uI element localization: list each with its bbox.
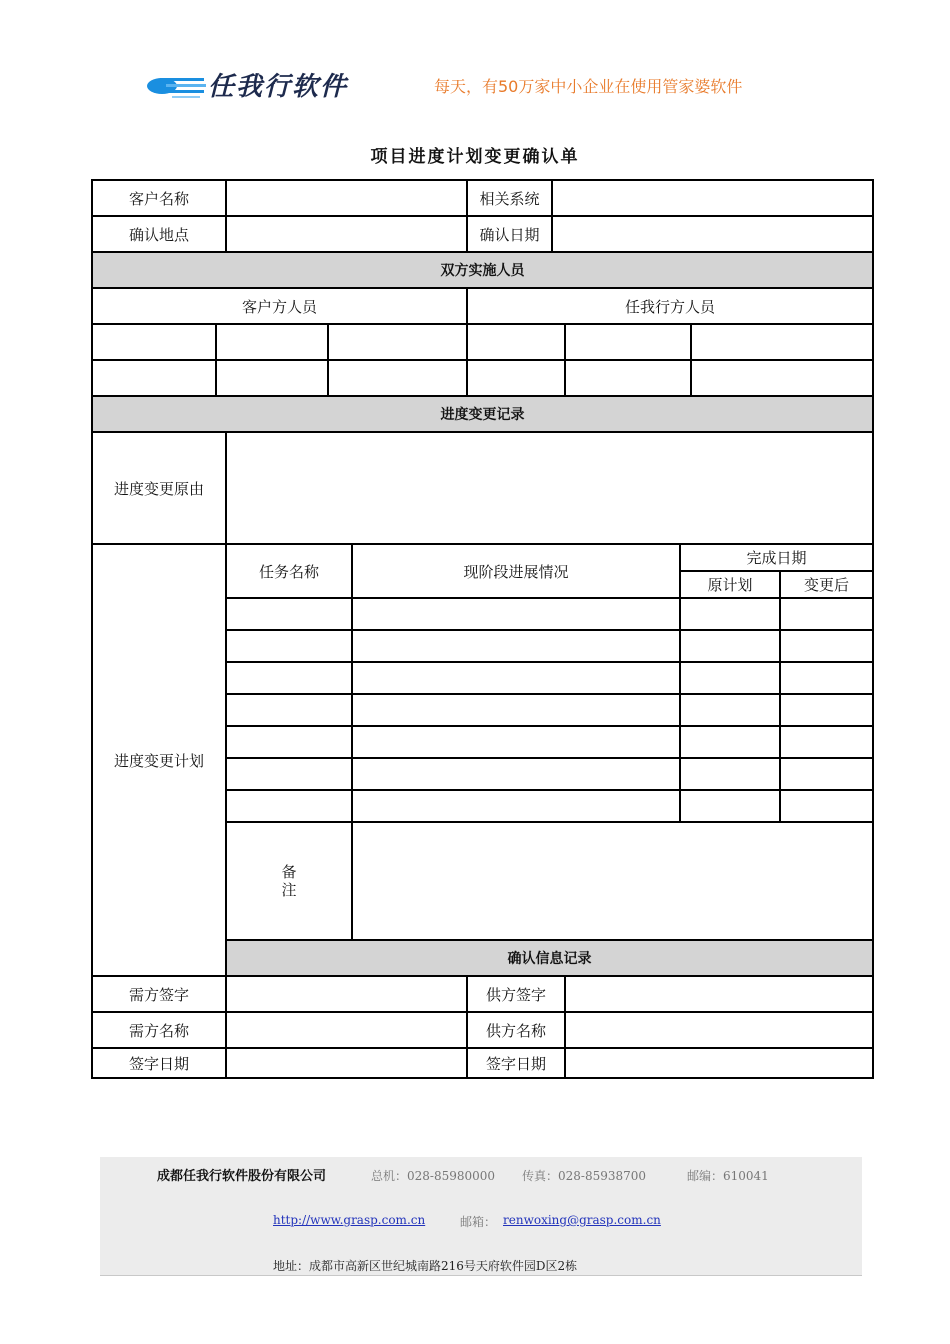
- brand-logo: [146, 66, 396, 104]
- progress-cell[interactable]: [352, 662, 680, 694]
- original-date-cell[interactable]: [680, 694, 780, 726]
- changed-date-cell[interactable]: [780, 790, 873, 822]
- original-date-cell[interactable]: [680, 630, 780, 662]
- footer-website-link[interactable]: http://www.grasp.com.cn: [273, 1213, 426, 1227]
- brand-name: 任我行软件: [208, 72, 349, 102]
- changed-date-cell[interactable]: [780, 694, 873, 726]
- supply-sign-date-field[interactable]: [565, 1048, 873, 1078]
- related-system-field[interactable]: [552, 180, 873, 216]
- supply-name-label: 供方名称: [467, 1012, 565, 1048]
- progress-cell[interactable]: [352, 726, 680, 758]
- progress-cell[interactable]: [352, 694, 680, 726]
- progress-header: 现阶段进展情况: [352, 544, 680, 598]
- task-name-cell[interactable]: [226, 662, 352, 694]
- confirm-date-field[interactable]: [552, 216, 873, 252]
- completion-date-header: 完成日期: [680, 544, 873, 571]
- vendor-staff-cell[interactable]: [467, 360, 565, 396]
- footer-fax: 传真：028-85938700: [522, 1169, 647, 1183]
- customer-staff-cell[interactable]: [328, 360, 467, 396]
- customer-staff-cell[interactable]: [92, 324, 216, 360]
- footer-address: 地址：成都市高新区世纪城南路216号天府软件园D区2栋: [273, 1259, 578, 1273]
- remarks-field[interactable]: [352, 822, 873, 940]
- changed-date-cell[interactable]: [780, 598, 873, 630]
- progress-cell[interactable]: [352, 598, 680, 630]
- customer-staff-cell[interactable]: [328, 324, 467, 360]
- staff-section-header: 双方实施人员: [92, 252, 873, 288]
- customer-name-field[interactable]: [226, 180, 467, 216]
- original-date-cell[interactable]: [680, 662, 780, 694]
- changed-date-cell[interactable]: [780, 726, 873, 758]
- task-name-cell[interactable]: [226, 790, 352, 822]
- vendor-staff-label: 任我行方人员: [467, 288, 873, 324]
- footer-phone: 总机：028-85980000: [371, 1169, 496, 1183]
- demand-sign-label: 需方签字: [92, 976, 226, 1012]
- document-title: 项目进度计划变更确认单: [370, 147, 580, 167]
- speed-swoosh-icon: [146, 66, 208, 104]
- original-date-cell[interactable]: [680, 790, 780, 822]
- task-name-cell[interactable]: [226, 598, 352, 630]
- task-name-cell[interactable]: [226, 630, 352, 662]
- demand-sign-field[interactable]: [226, 976, 467, 1012]
- demand-sign-date-field[interactable]: [226, 1048, 467, 1078]
- vendor-staff-cell[interactable]: [565, 360, 691, 396]
- original-date-cell[interactable]: [680, 598, 780, 630]
- task-name-cell[interactable]: [226, 726, 352, 758]
- footer-email-label: 邮箱：: [460, 1215, 497, 1229]
- task-name-cell[interactable]: [226, 694, 352, 726]
- change-section-header: 进度变更记录: [92, 396, 873, 432]
- supply-sign-field[interactable]: [565, 976, 873, 1012]
- task-name-cell[interactable]: [226, 758, 352, 790]
- customer-name-label: 客户名称: [92, 180, 226, 216]
- footer-company: 成都任我行软件股份有限公司: [157, 1169, 327, 1184]
- remarks-label-char: 备: [281, 863, 297, 881]
- confirm-date-label: 确认日期: [467, 216, 552, 252]
- supply-name-field[interactable]: [565, 1012, 873, 1048]
- supply-sign-date-label: 签字日期: [467, 1048, 565, 1078]
- original-date-cell[interactable]: [680, 726, 780, 758]
- customer-staff-cell[interactable]: [92, 360, 216, 396]
- original-date-cell[interactable]: [680, 758, 780, 790]
- remarks-label: [226, 822, 352, 940]
- demand-name-field[interactable]: [226, 1012, 467, 1048]
- original-plan-header: 原计划: [680, 571, 780, 598]
- changed-plan-header: 变更后: [780, 571, 873, 598]
- changed-date-cell[interactable]: [780, 630, 873, 662]
- vendor-staff-cell[interactable]: [691, 360, 873, 396]
- confirmation-form: [91, 179, 874, 1079]
- vendor-staff-cell[interactable]: [467, 324, 565, 360]
- progress-cell[interactable]: [352, 790, 680, 822]
- related-system-label: 相关系统: [467, 180, 552, 216]
- task-name-header: 任务名称: [226, 544, 352, 598]
- page-footer: [100, 1157, 862, 1276]
- demand-sign-date-label: 签字日期: [92, 1048, 226, 1078]
- confirm-place-label: 确认地点: [92, 216, 226, 252]
- change-plan-label: 进度变更计划: [92, 544, 226, 976]
- letterhead: [0, 0, 950, 120]
- changed-date-cell[interactable]: [780, 758, 873, 790]
- progress-cell[interactable]: [352, 758, 680, 790]
- vendor-staff-cell[interactable]: [691, 324, 873, 360]
- change-reason-field[interactable]: [226, 432, 873, 544]
- customer-staff-label: 客户方人员: [92, 288, 467, 324]
- footer-postcode: 邮编：610041: [687, 1169, 769, 1183]
- supply-sign-label: 供方签字: [467, 976, 565, 1012]
- footer-email-link[interactable]: renwoxing@grasp.com.cn: [503, 1213, 661, 1227]
- customer-staff-cell[interactable]: [216, 324, 328, 360]
- slogan: 每天，有50万家中小企业在使用管家婆软件: [434, 77, 743, 96]
- confirm-place-field[interactable]: [226, 216, 467, 252]
- confirm-section-header: 确认信息记录: [226, 940, 873, 976]
- changed-date-cell[interactable]: [780, 662, 873, 694]
- change-reason-label: 进度变更原由: [92, 432, 226, 544]
- progress-cell[interactable]: [352, 630, 680, 662]
- demand-name-label: 需方名称: [92, 1012, 226, 1048]
- vendor-staff-cell[interactable]: [565, 324, 691, 360]
- remarks-label-char: 注: [281, 881, 297, 899]
- customer-staff-cell[interactable]: [216, 360, 328, 396]
